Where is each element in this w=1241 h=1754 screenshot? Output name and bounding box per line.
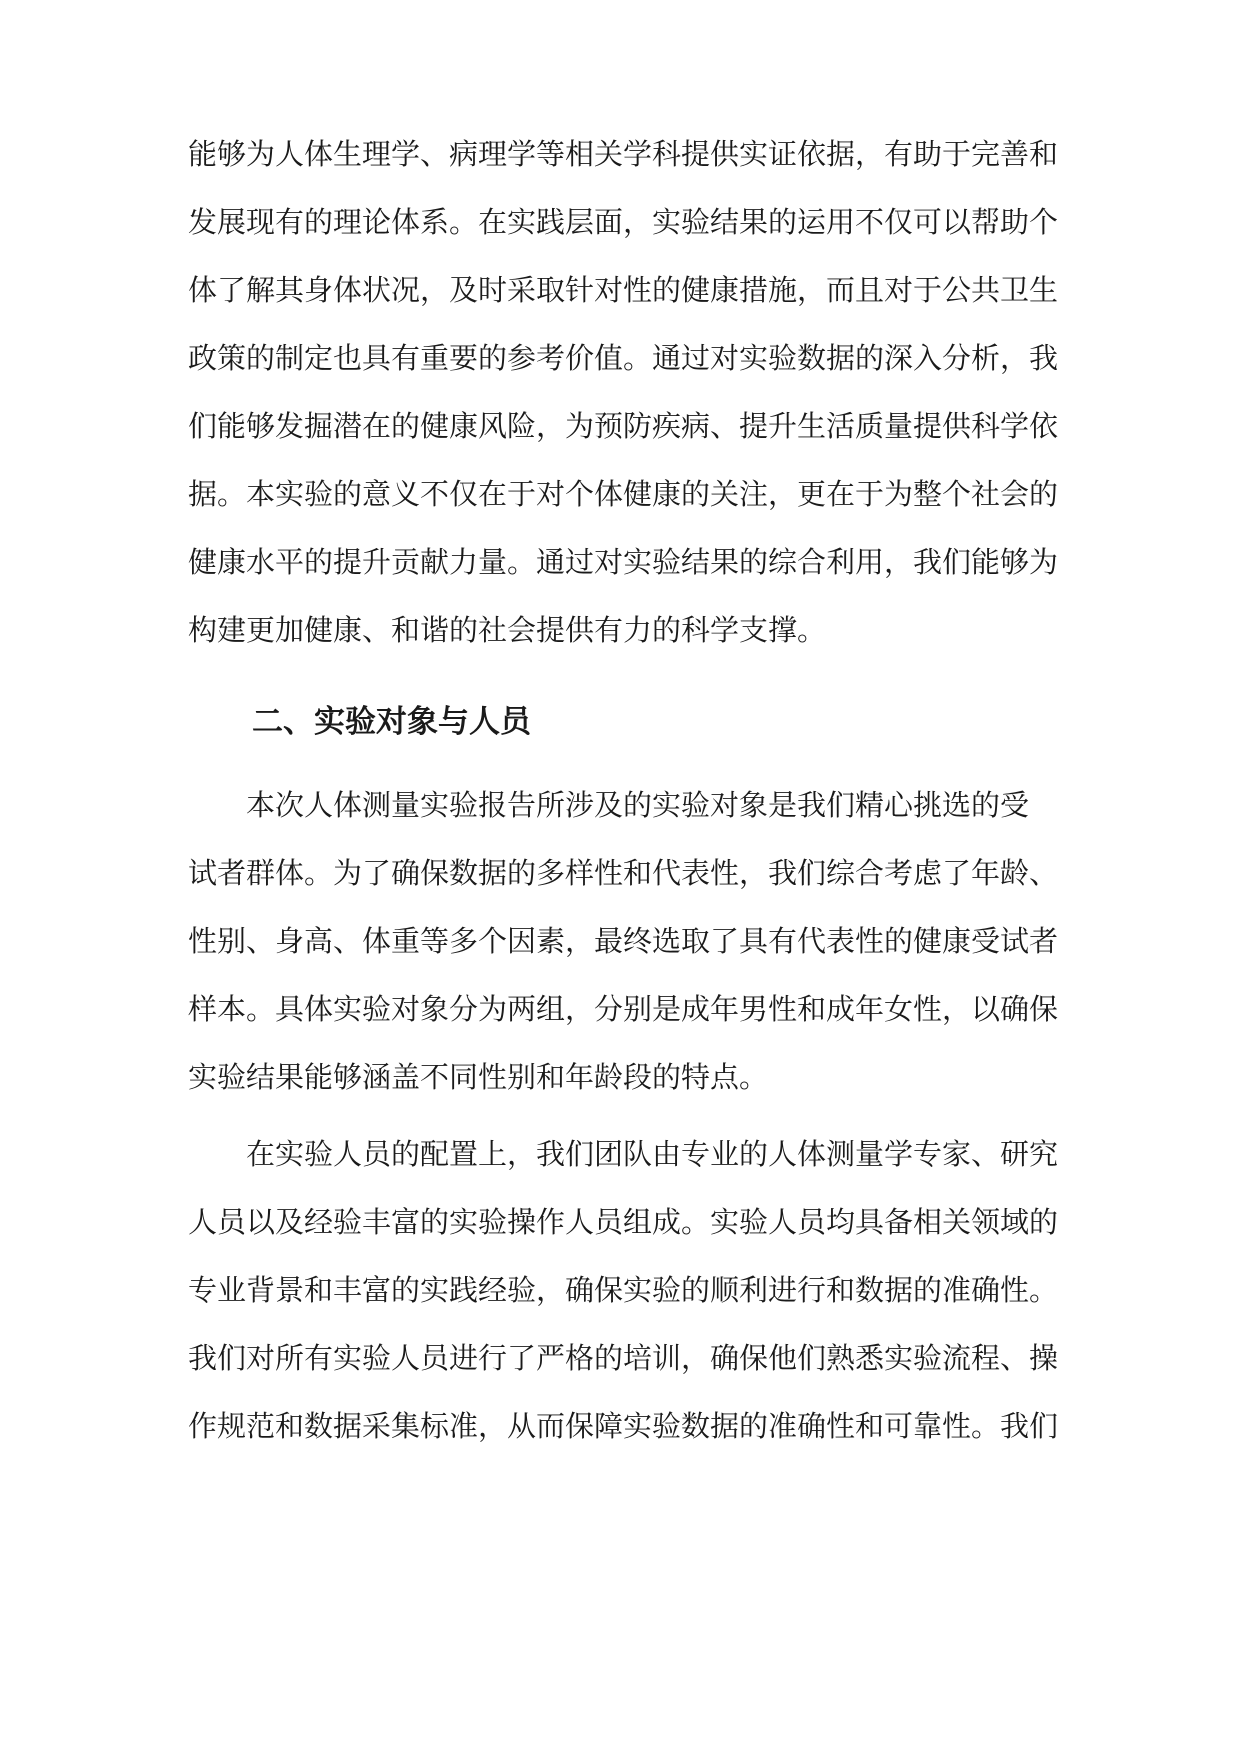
text-line: 们能够发掘潜在的健康风险，为预防疾病、提升生活质量提供科学依 (188, 409, 1059, 443)
text-line: 体了解其身体状况，及时采取针对性的健康措施，而且对于公共卫生 (188, 273, 1059, 307)
text-line: 我们对所有实验人员进行了严格的培训，确保他们熟悉实验流程、操 (188, 1341, 1059, 1375)
text-line: 据。本实验的意义不仅在于对个体健康的关注，更在于为整个社会的 (188, 477, 1059, 511)
text-line: 发展现有的理论体系。在实践层面，实验结果的运用不仅可以帮助个 (188, 205, 1059, 239)
text-line: 性别、身高、体重等多个因素，最终选取了具有代表性的健康受试者 (188, 924, 1059, 958)
text-line: 作规范和数据采集标准，从而保障实验数据的准确性和可靠性。我们 (188, 1409, 1059, 1443)
text-line: 试者群体。为了确保数据的多样性和代表性，我们综合考虑了年龄、 (188, 856, 1059, 890)
text-line: 样本。具体实验对象分为两组，分别是成年男性和成年女性，以确保 (188, 992, 1059, 1026)
text-line: 健康水平的提升贡献力量。通过对实验结果的综合利用，我们能够为 (188, 545, 1059, 579)
text-line: 在实验人员的配置上，我们团队由专业的人体测量学专家、研究 (246, 1137, 1059, 1171)
text-line: 本次人体测量实验报告所涉及的实验对象是我们精心挑选的受 (246, 788, 1030, 822)
text-line: 人员以及经验丰富的实验操作人员组成。实验人员均具备相关领域的 (188, 1205, 1059, 1239)
text-line: 构建更加健康、和谐的社会提供有力的科学支撑。 (188, 613, 827, 647)
text-line: 政策的制定也具有重要的参考价值。通过对实验数据的深入分析，我 (188, 341, 1059, 375)
text-line: 专业背景和丰富的实践经验，确保实验的顺利进行和数据的准确性。 (188, 1273, 1059, 1307)
text-line: 能够为人体生理学、病理学等相关学科提供实证依据，有助于完善和 (188, 137, 1059, 171)
section-heading: 二、实验对象与人员 (252, 704, 531, 740)
text-line: 实验结果能够涵盖不同性别和年龄段的特点。 (188, 1060, 769, 1094)
